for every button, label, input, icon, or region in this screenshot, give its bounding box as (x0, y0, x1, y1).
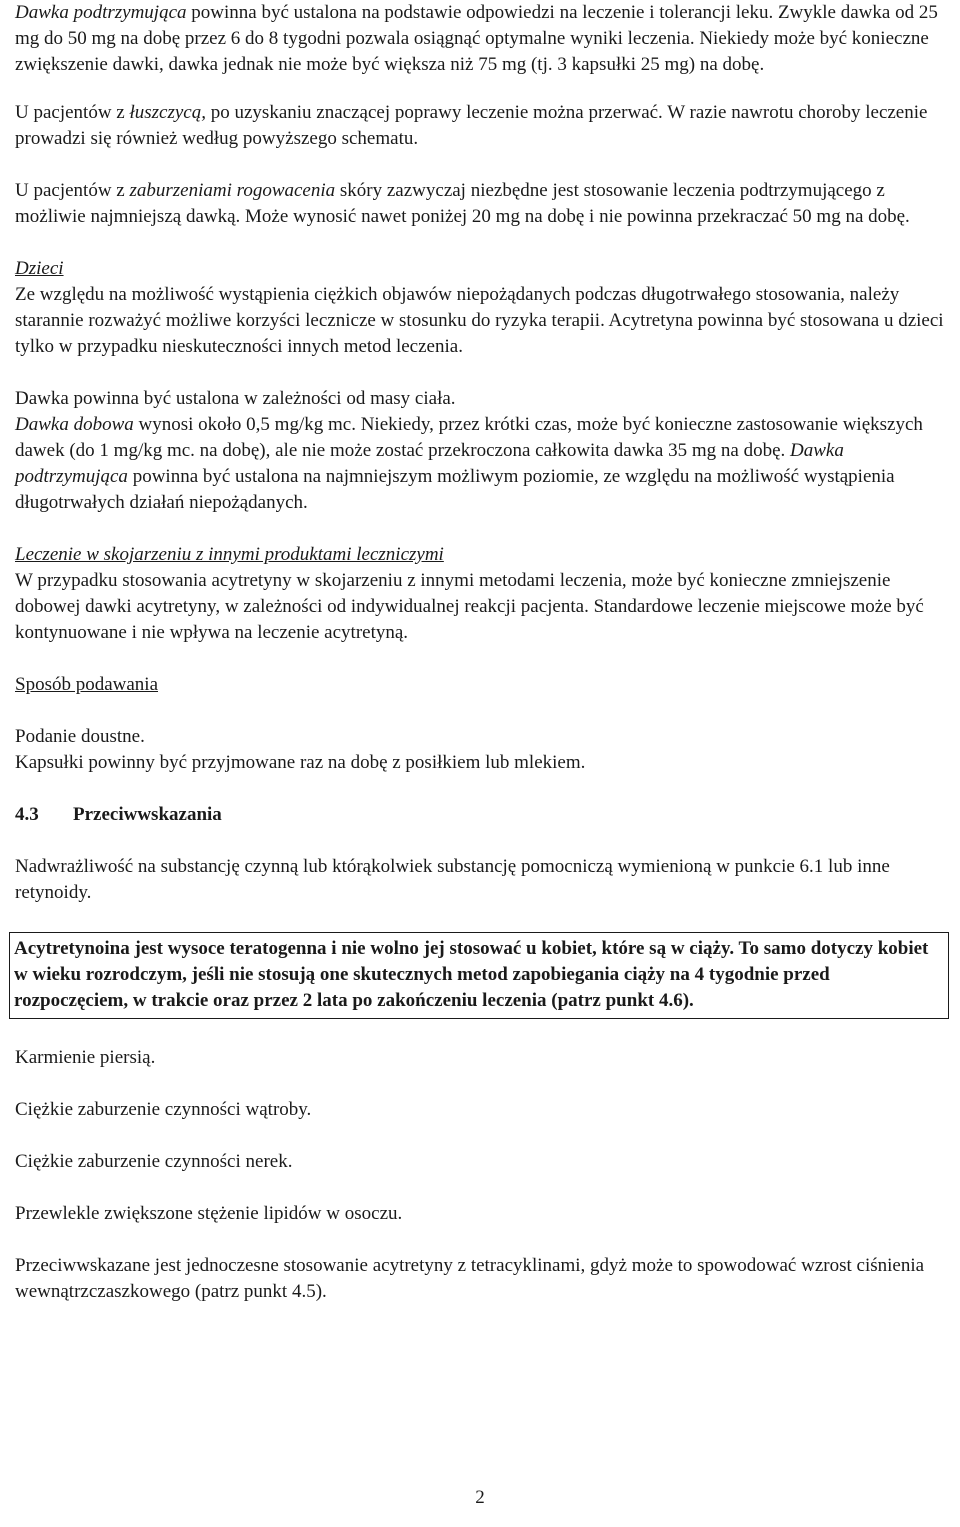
contraindication-item: Ciężkie zaburzenie czynności wątroby. (15, 1099, 312, 1120)
psoriasis-paragraph (15, 100, 945, 152)
maintenance-dose-paragraph (15, 0, 945, 78)
combination-heading: Leczenie w skojarzeniu z innymi produktami leczniczymi (15, 544, 444, 565)
daily-dose-term: Dawka dobowa (15, 414, 134, 435)
children-text: Ze względu na możliwość wystąpienia ciężkich objawów niepożądanych podczas długotrwałego stosowania, należy starannie rozważyć możliwe korzyści lecznicze w stosunku do ryzyka terapii. Acytretyna powinna być stosowana u dzieci tylko w przypadku nieskuteczności innych metod leczenia. (15, 284, 944, 357)
keratinization-text-end: skóry zazwyczaj niezbędne jest stosowanie leczenia podtrzymującego z możliwie najmniejszą dawką. Może wynosić nawet poniżej 20 mg na dobę i nie powinna przekraczać 50 mg na dobę. (15, 180, 910, 227)
maintenance-dose-term-2: Dawka podtrzymująca (15, 440, 844, 487)
contraindication-item: Przewlekle zwiększone stężenie lipidów w osoczu. (15, 1203, 403, 1224)
hypersensitivity-paragraph: Nadwrażliwość na substancję czynną lub którąkolwiek substancję pomocniczą wymienioną w punkcie 6.1 lub inne retynoidy. (15, 856, 890, 903)
psoriasis-term: łuszczycą, (129, 102, 206, 123)
keratinization-text-start: U pacjentów z (15, 180, 130, 201)
teratogenicity-warning-box (9, 932, 949, 1019)
daily-dose-text: wynosi około 0,5 mg/kg mc. Niekiedy, przez krótki czas, może być konieczne zastosowanie większych dawek (do 1 mg/kg mc. na dobę), ale nie może zostać przekroczona całkowita dawka 35 mg na dobę. (15, 414, 923, 461)
section-heading-contraindications (15, 802, 945, 828)
administration-line-1: Podanie doustne. (15, 726, 145, 747)
section-number: 4.3 (15, 804, 39, 825)
administration-line-2: Kapsułki powinny być przyjmowane raz na dobę z posiłkiem lub mlekiem. (15, 752, 586, 773)
maintenance-dose-term: Dawka podtrzymująca (15, 2, 187, 23)
document-page (15, 0, 945, 1305)
section-title: Przeciwwskazania (73, 804, 222, 825)
administration-heading: Sposób podawania (15, 674, 159, 695)
contraindication-item: Karmienie piersią. (15, 1047, 156, 1068)
page-number: 2 (475, 1487, 485, 1508)
combination-text: W przypadku stosowania acytretyny w skojarzeniu z innymi metodami leczenia, może być konieczne zmniejszenie dobowej dawki acytretyny, w zależności od indywidualnej reakcji pacjenta. Standardowe leczenie miejscowe może być kontynuowane i nie wpływa na leczenie acytretyną. (15, 570, 924, 643)
teratogenicity-warning-text: Acytretynoina jest wysoce teratogenna i nie wolno jej stosować u kobiet, które są w ciąży. To samo dotyczy kobiet w wieku rozrodczym, jeśli nie stosują one skutecznych metod zapobiegania ciąży na 4 tygodnie przed rozpoczęciem, w trakcie oraz przez 2 lata po zakończeniu leczenia (patrz punkt 4.6). (14, 938, 929, 1011)
contraindication-item: Ciężkie zaburzenie czynności nerek. (15, 1151, 293, 1172)
psoriasis-text-start: U pacjentów z (15, 102, 130, 123)
keratinization-paragraph (15, 178, 945, 230)
maintenance-dose-text-2: powinna być ustalona na najmniejszym możliwym poziomie, ze względu na możliwość wystąpienia długotrwałych działań niepożądanych. (15, 466, 895, 513)
daily-dose-paragraph (15, 412, 945, 516)
psoriasis-text-end: po uzyskaniu znaczącej poprawy leczenie można przerwać. W razie nawrotu choroby leczenie prowadzi się również według powyższego schematu. (15, 102, 928, 149)
keratinization-term: zaburzeniami rogowacenia (129, 180, 336, 201)
contraindication-item: Przeciwwskazane jest jednoczesne stosowanie acytretyny z tetracyklinami, gdyż może to spowodować wzrost ciśnienia wewnątrzczaszkowego (patrz punkt 4.5). (15, 1255, 925, 1302)
body-weight-dose-line: Dawka powinna być ustalona w zależności od masy ciała. (15, 388, 456, 409)
maintenance-dose-text: powinna być ustalona na podstawie odpowiedzi na leczenie i tolerancji leku. Zwykle dawka od 25 mg do 50 mg na dobę przez 6 do 8 tygodni pozwala osiągnąć optymalne wyniki leczenia. Niekiedy może być konieczne zwiększenie dawki, dawka jednak nie może być większa niż 75 mg (tj. 3 kapsułki 25 mg) na dobę. (15, 2, 938, 75)
children-heading: Dzieci (15, 258, 64, 279)
